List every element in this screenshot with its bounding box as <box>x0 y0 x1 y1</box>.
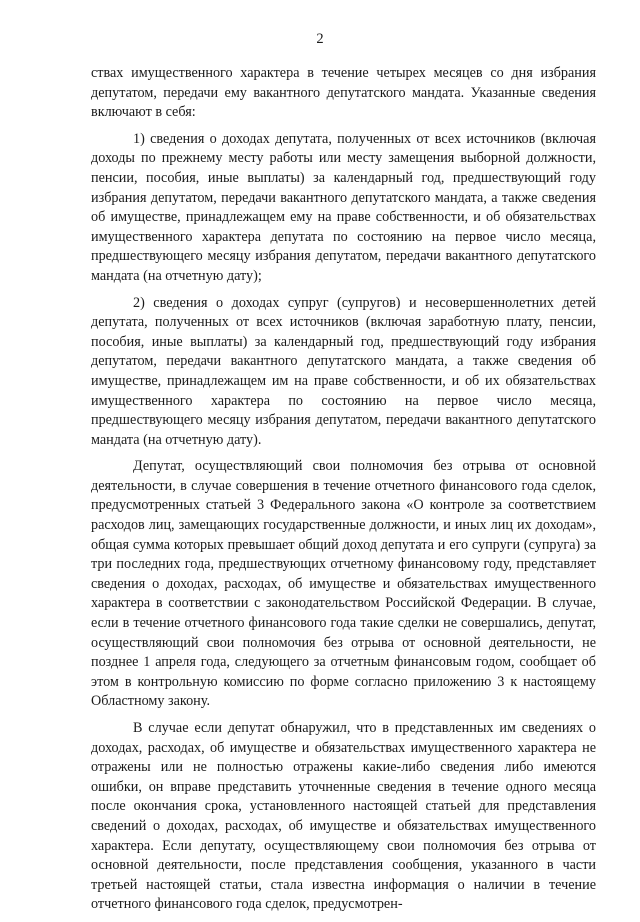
document-body <box>91 64 596 922</box>
paragraph-continuation: ствах имущественного характера в течение четырех месяцев со дня избрания депутатом, передачи ему вакантного депутатского мандата. Указанные сведения включают в себя: <box>91 65 596 121</box>
paragraph-item-2: 2) сведения о доходах супруг (супругов) и несовершеннолетних детей депутата, полученных от всех источников (включая заработную плату, пенсии, пособия, иные выплаты) за календарный год, предшествующий году избрания депутатом, передачи вакантного депутатского мандата, а также сведения об имуществе, принадлежащем им на праве собственности, и об их обязательствах имущественного характера по состоянию на первое число месяца, предшествующего месяцу избрания депутатом, передачи вакантного депутатского мандата (на отчетную дату). <box>91 294 596 448</box>
paragraph-corrected-info: В случае если депутат обнаружил, что в представленных им сведениях о доходах, расходах, об имуществе и обязательствах имущественного характера не отражены или не полностью отражены какие-либо сведения либо имеются ошибки, он вправе представить уточненные сведения в течение одного месяца после окончания срока, установленного настоящей статьей для представления сведений о доходах, расходах, об имуществе и обязательствах имущественного характера. Если депутату, осуществляющему свои полномочия без отрыва от основной деятельности, после представления сообщения, указанного в части третьей настоящей статьи, стала известна информация о наличии в течение отчетного финансового года сделок, предусмотрен- <box>91 720 596 913</box>
paragraph-item-1: 1) сведения о доходах депутата, полученных от всех источников (включая доходы по прежнему месту работы или месту замещения выборной должности, пенсии, пособия, иные выплаты) за календарный год, предшествующий году избрания депутатом, передачи вакантного депутатского мандата, а также сведения об имуществе, принадлежащем ему на праве собственности, и об обязательствах имущественного характера депутата по состоянию на первое число месяца, предшествующего месяцу избрания депутатом, передачи вакантного депутатского мандата (на отчетную дату); <box>91 130 596 284</box>
paragraph-deputy-transactions: Депутат, осуществляющий свои полномочия без отрыва от основной деятельности, в случае совершения в течение отчетного финансового года сделок, предусмотренных статьей 3 Федерального закона «О контроле за соответствием расходов лиц, замещающих государственные должности, и иных лиц их доходам», общая сумма которых превышает общий доход депутата и его супруги (супруга) за три последних года, предшествующих отчетному финансовому году, представляет сведения о доходах, расходах, об имуществе и обязательствах имущественного характера в соответствии с законодательством Российской Федерации. В случае, если в течение отчетного финансового года такие сделки не совершались, депутат, осуществляющий свои полномочия без отрыва от основной деятельности, не позднее 1 апреля года, следующего за отчетным финансовым годом, сообщает об этом в контрольную комиссию по форме согласно приложению 3 к настоящему Областному закону. <box>91 458 596 710</box>
page-number: 2 <box>316 31 324 47</box>
